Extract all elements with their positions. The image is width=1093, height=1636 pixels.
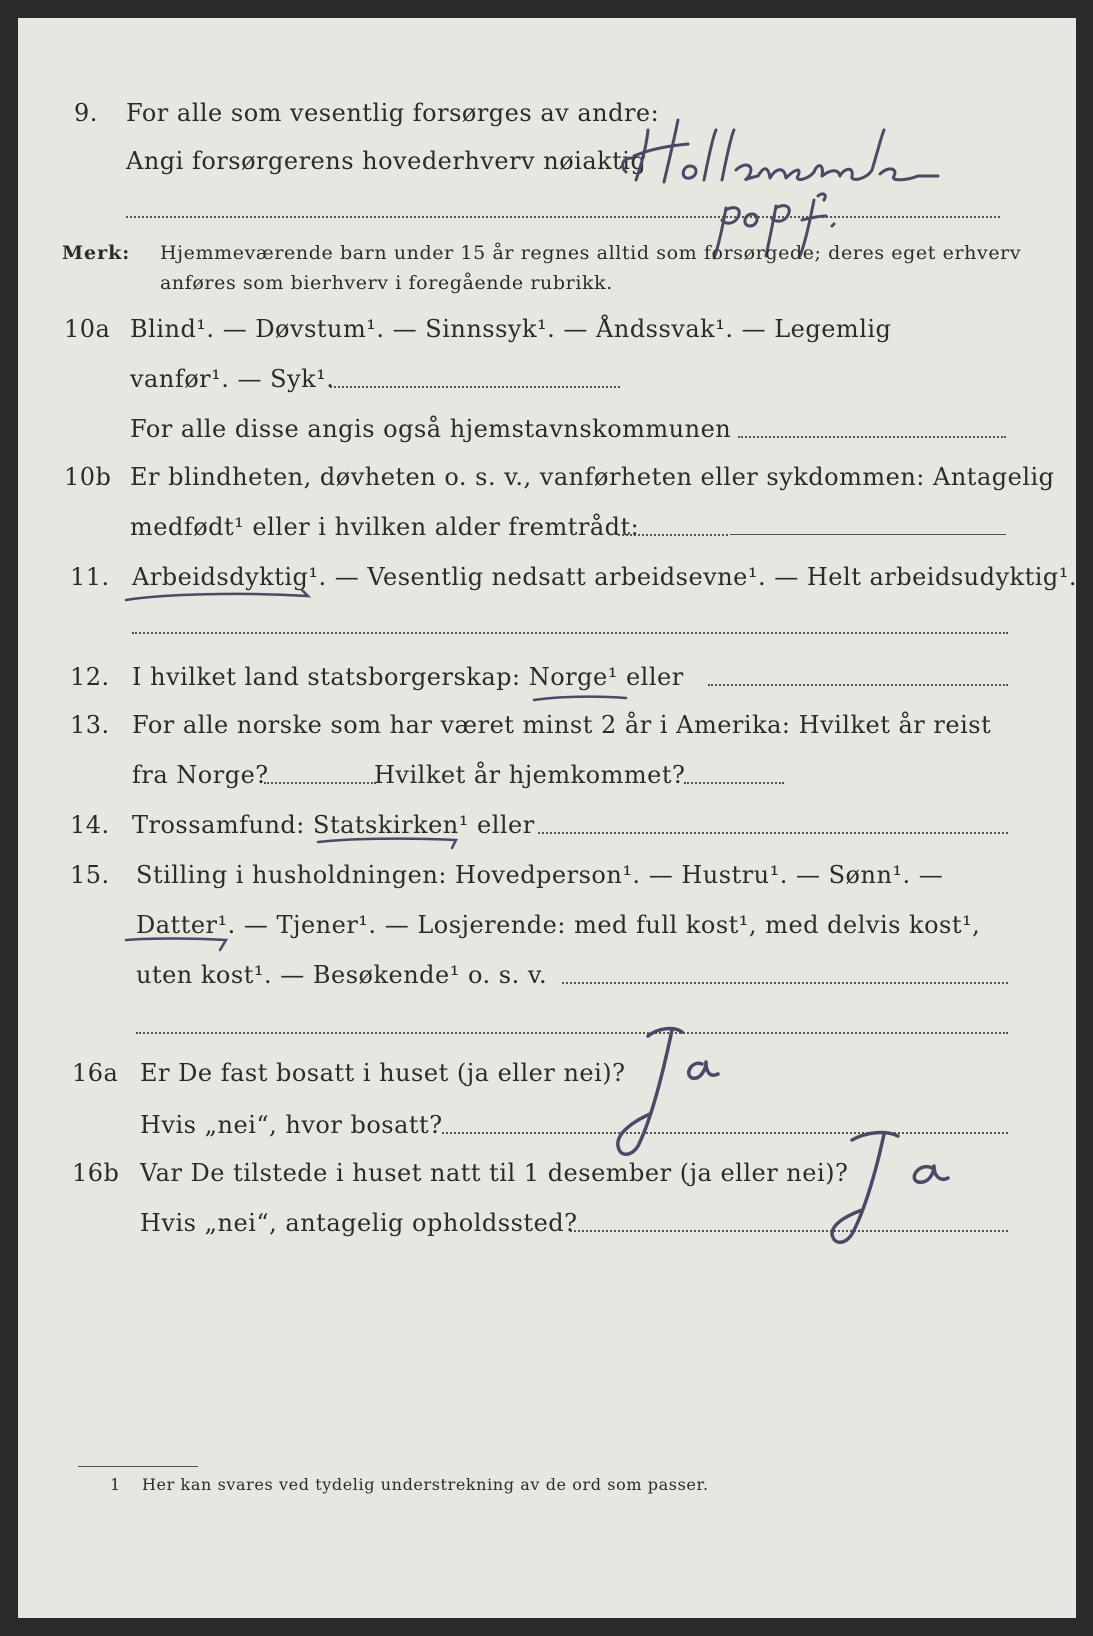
q14-line1: Trossamfund: Statskirken¹ eller [132, 811, 535, 839]
q11-number: 11. [70, 563, 110, 591]
q16b-line1: Var De tilstede i huset natt til 1 desember (ja eller nei)? [140, 1159, 849, 1187]
q14-number: 14. [70, 811, 110, 839]
q12-underline-mark [530, 684, 630, 712]
q13-hjemkommet-answer-line [684, 782, 784, 784]
q10b-answer-line-b [730, 534, 1006, 535]
q15-answer-line-b [136, 1032, 1008, 1034]
q13-line1: For alle norske som har været minst 2 år i Amerika: Hvilket år reist [132, 711, 992, 739]
q16a-line1: Er De fast bosatt i huset (ja eller nei)? [140, 1059, 626, 1087]
q16a-number: 16a [72, 1059, 119, 1087]
q16a-line2: Hvis „nei“, hvor bosatt? [140, 1111, 443, 1139]
ja-handwriting-icon [598, 1018, 728, 1168]
q11-answer-line [132, 632, 1008, 634]
q11-underline-mark [122, 584, 312, 612]
q13-number: 13. [70, 711, 110, 739]
q10b-line1: Er blindheten, døvheten o. s. v., vanførheten eller sykdommen: Antagelig [130, 463, 1055, 491]
q10b-number: 10b [64, 463, 112, 491]
q9-line2: Angi forsørgerens hovederhverv nøiaktig [126, 147, 647, 175]
q9-number: 9. [74, 99, 98, 127]
q12-answer-line [708, 684, 1008, 686]
merk-label: Merk: [62, 242, 131, 264]
q10a-line2: vanfør¹. — Syk¹. [130, 365, 335, 393]
q15-line1: Stilling i husholdningen: Hovedperson¹. — Hustru¹. — Sønn¹. — [136, 861, 944, 889]
q10a-number: 10a [64, 315, 111, 343]
q15-line2: Datter¹. — Tjener¹. — Losjerende: med full kost¹, med delvis kost¹, [136, 911, 981, 939]
q13-reist-answer-line [264, 782, 376, 784]
q10a-line1: Blind¹. — Døvstum¹. — Sinnssyk¹. — Åndssvak¹. — Legemlig [130, 315, 892, 343]
footnote-marker: 1 [110, 1475, 121, 1494]
q16a-handwritten-answer [598, 1018, 728, 1174]
q12-number: 12. [70, 663, 110, 691]
q15-answer-line-a [562, 982, 1008, 984]
q10a-line3: For alle disse angis også hjemstavnskommunen [130, 415, 732, 443]
census-form-page [18, 18, 1076, 1618]
q10b-answer-line-a [618, 534, 728, 536]
footnote-text: Her kan svares ved tydelig understrekning av de ord som passer. [142, 1475, 709, 1494]
q10a-syk-answer-line [330, 386, 620, 388]
q10b-line2: medfødt¹ eller i hvilken alder fremtrådt: [130, 513, 640, 541]
q9-line1: For alle som vesentlig forsørges av andre: [126, 99, 660, 127]
q13-line2a: fra Norge? [132, 761, 269, 789]
ja-handwriting-icon [806, 1116, 956, 1266]
merk-line1: Hjemmeværende barn under 15 år regnes alltid som forsørgede; deres eget erhverv [160, 242, 1022, 264]
q15-line3: uten kost¹. — Besøkende¹ o. s. v. [136, 961, 548, 989]
q15-underline-mark [122, 930, 242, 960]
q14-underline-mark [314, 830, 464, 858]
q14-answer-line [538, 832, 1008, 834]
merk-line2: anføres som bierhverv i foregående rubrikk. [160, 272, 613, 294]
q13-line2b: Hvilket år hjemkommet? [374, 761, 686, 789]
q10a-hjemstavn-answer-line [738, 436, 1006, 438]
q11-line1: Arbeidsdyktig¹. — Vesentlig nedsatt arbeidsevne¹. — Helt arbeidsudyktig¹. [132, 563, 1078, 591]
footnote-separator [78, 1466, 198, 1467]
q16b-handwritten-answer [806, 1116, 956, 1272]
q16b-number: 16b [72, 1159, 120, 1187]
q16b-line2: Hvis „nei“, antagelig opholdssted? [140, 1209, 578, 1237]
q15-number: 15. [70, 861, 110, 889]
q12-line1: I hvilket land statsborgerskap: Norge¹ eller [132, 663, 684, 691]
